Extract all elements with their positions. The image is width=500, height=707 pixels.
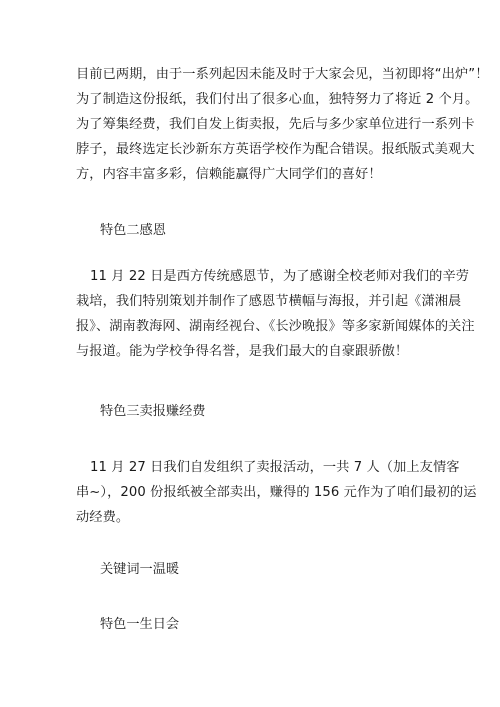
section-heading-newspaper-sale: 特色三卖报赚经费 [100, 404, 206, 419]
paragraph-line: 为了制造这份报纸，我们付出了很多心血，独特努力了将近 2 个月。 [76, 92, 479, 107]
paragraph-line: 目前已两期，由于一系列起因未能及时于大家会见，当初即将“出炉”！ [76, 67, 489, 82]
paragraph-intro [76, 62, 489, 187]
paragraph-line: 栽培，我们特别策划并制作了感恩节横幅与海报，并引起《潇湘晨 [76, 294, 462, 309]
paragraph-line: 为了筹集经费，我们自发上街卖报，先后与多少家单位进行一系列卡 [76, 117, 475, 132]
paragraph-line: 脖子，最终选定长沙新东方英语学校作为配合错误。报纸版式美观大 [76, 142, 475, 157]
paragraph-gratitude [76, 264, 475, 364]
paragraph-line: 动经费。 [76, 510, 130, 525]
paragraph-line: 串~），200 份报纸被全部卖出，赚得的 156 元作为了咱们最初的运 [76, 485, 477, 500]
keyword-heading-warmth: 关键词一温暖 [100, 562, 180, 577]
paragraph-newspaper-sale [76, 455, 477, 530]
paragraph-line: 报》、湖南教海网、湖南经视台、《长沙晚报》等多家新闻媒体的关注 [76, 319, 475, 334]
paragraph-line: 与报道。能为学校争得名誉，是我们最大的自豪跟骄傲！ [76, 344, 409, 359]
paragraph-line: 方，内容丰富多彩，信赖能赢得广大同学们的喜好！ [76, 167, 382, 182]
paragraph-line: 11 月 22 日是西方传统感恩节，为了感谢全校老师对我们的辛劳 [90, 269, 470, 284]
section-heading-gratitude: 特色二感恩 [100, 223, 166, 238]
section-heading-birthday-party: 特色一生日会 [100, 617, 180, 632]
paragraph-line: 11 月 27 日我们自发组织了卖报活动，一共 7 人（加上友情客 [90, 460, 460, 475]
